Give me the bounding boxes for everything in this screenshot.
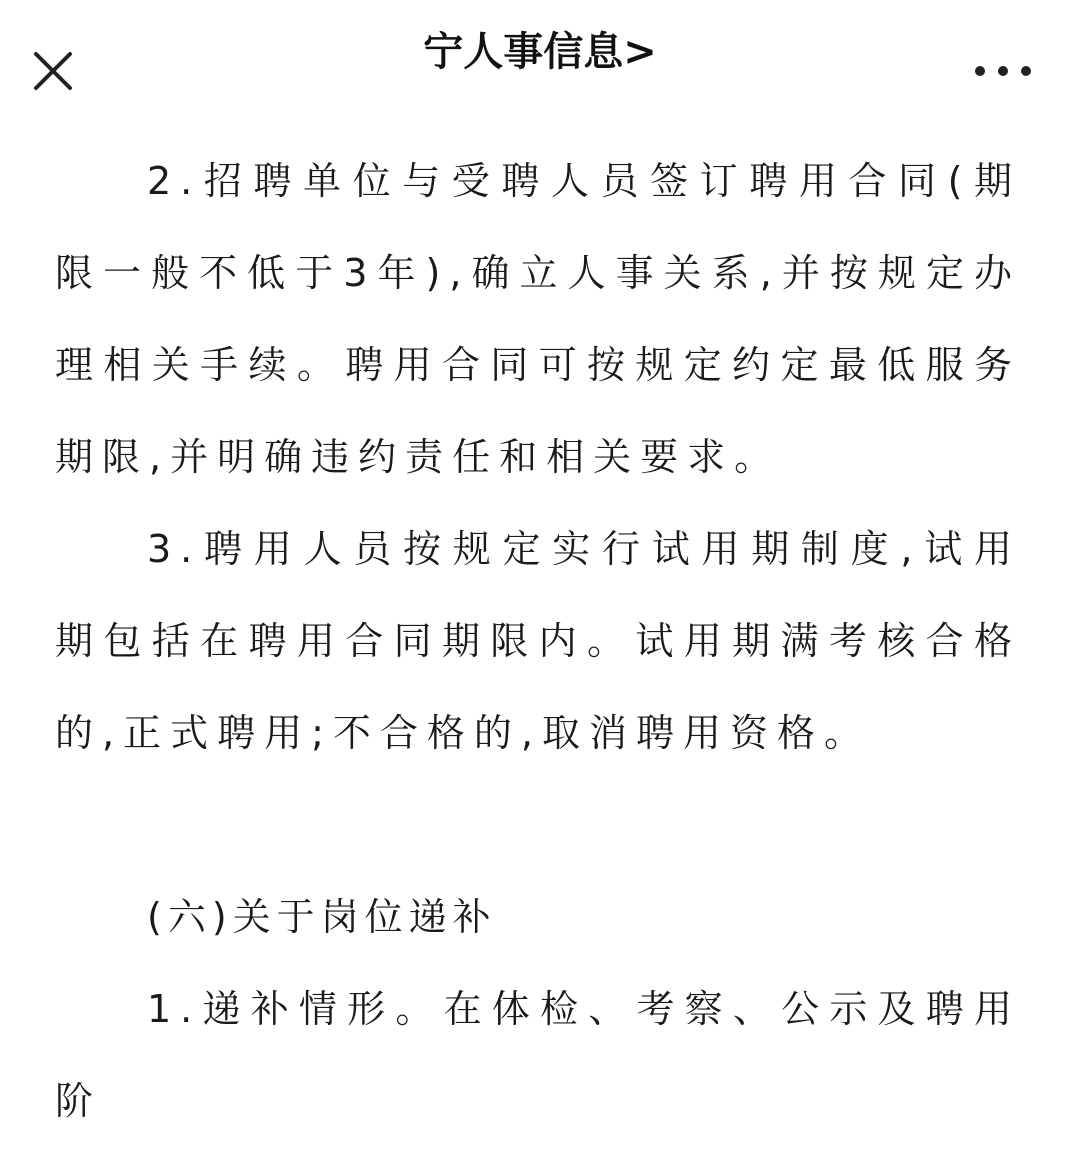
top-bar (0, 0, 1080, 135)
article-paragraph: 3.聘用人员按规定实行试用期制度,试用期包括在聘用合同期限内。试用期满考核合格的,正式聘用;不合格的,取消聘用资格。 (55, 527, 1021, 755)
page-title[interactable]: 宁人事信息> (423, 29, 657, 75)
more-icon (972, 56, 1034, 86)
more-button[interactable] (972, 56, 1034, 86)
section-heading: (六)关于岗位递补 (147, 895, 497, 939)
article-body (55, 135, 1021, 1147)
paragraph-spacer (55, 779, 1021, 871)
article-paragraph: 2.招聘单位与受聘人员签订聘用合同(期限一般不低于3年),确立人事关系,并按规定办理相关手续。聘用合同可按规定约定最低服务期限,并明确违约责任和相关要求。 (55, 159, 1021, 479)
article-paragraph: 1.递补情形。在体检、考察、公示及聘用阶 (55, 987, 1021, 1123)
